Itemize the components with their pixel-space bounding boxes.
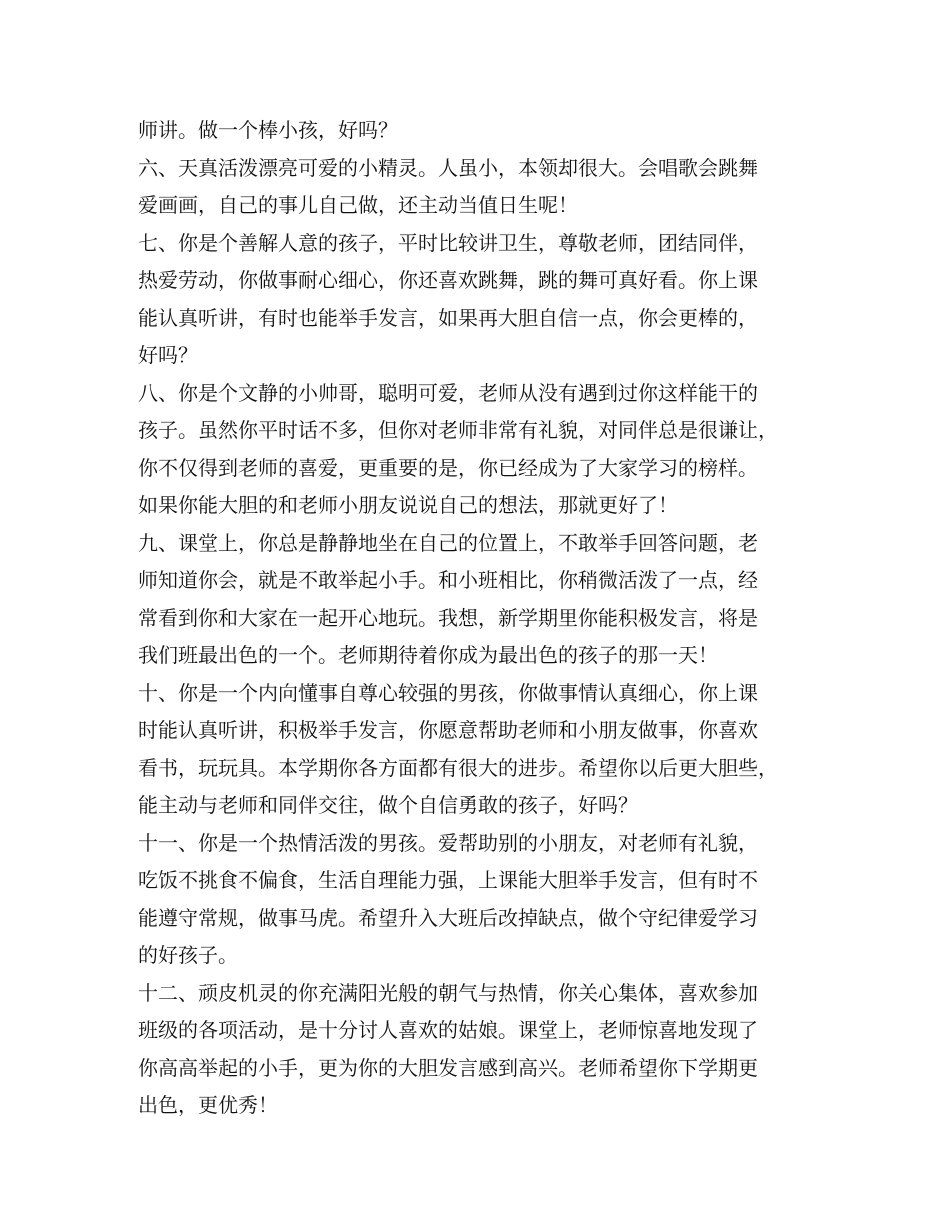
text-line: 七、你是个善解人意的孩子，平时比较讲卫生，尊敬老师，团结同伴， [138,230,758,255]
text-line: 时能认真听讲，积极举手发言，你愿意帮助老师和小朋友做事，你喜欢 [138,718,758,742]
paragraph-7 [138,225,828,375]
text-line: 八、你是个文静的小帅哥，聪明可爱，老师从没有遇到过你这样能干的 [138,380,758,405]
text-line: 六、天真活泼漂亮可爱的小精灵。人虽小，本领却很大。会唱歌会跳舞 [138,155,758,180]
text-line: 热爱劳动，你做事耐心细心，你还喜欢跳舞，跳的舞可真好看。你上课 [138,268,758,292]
paragraph-8 [138,375,828,525]
paragraph-10 [138,675,828,825]
text-line: 班级的各项活动，是十分讨人喜欢的姑娘。课堂上，老师惊喜地发现了 [138,1018,758,1042]
paragraph-6 [138,150,828,225]
text-line: 你不仅得到老师的喜爱，更重要的是，你已经成为了大家学习的榜样。 [138,455,758,480]
text-line: 能遵守常规，做事马虎。希望升入大班后改掉缺点，做个守纪律爱学习 [138,905,758,930]
text-line: 师讲。做一个棒小孩，好吗？ [138,118,398,142]
paragraph-11 [138,825,828,975]
paragraph-continuation [138,112,828,150]
text-line: 吃饭不挑食不偏食，生活自理能力强，上课能大胆举手发言，但有时不 [138,868,758,892]
text-line: 能认真听讲，有时也能举手发言，如果再大胆自信一点，你会更棒的， [138,305,758,330]
text-line: 好吗？ [138,343,198,367]
paragraph-12 [138,975,828,1125]
text-line: 我们班最出色的一个。老师期待着你成为最出色的孩子的那一天！ [138,643,718,667]
text-line: 九、课堂上，你总是静静地坐在自己的位置上，不敢举手回答问题，老 [138,530,758,555]
text-line: 爱画画，自己的事儿自己做，还主动当值日生呢！ [138,193,578,217]
text-line: 十、你是一个内向懂事自尊心较强的男孩，你做事情认真细心，你上课 [138,680,758,705]
paragraph-9 [138,525,828,675]
text-line: 出色，更优秀！ [138,1093,278,1117]
text-line: 常看到你和大家在一起开心地玩。我想，新学期里你能积极发言，将是 [138,605,758,630]
text-line: 能主动与老师和同伴交往，做个自信勇敢的孩子，好吗？ [138,793,638,817]
text-line: 你高高举起的小手，更为你的大胆发言感到高兴。老师希望你下学期更 [138,1055,758,1080]
text-line: 十一、你是一个热情活泼的男孩。爱帮助别的小朋友，对老师有礼貌， [138,830,758,855]
text-line: 师知道你会，就是不敢举起小手。和小班相比，你稍微活泼了一点，经 [138,568,758,592]
text-line: 如果你能大胆的和老师小朋友说说自己的想法，那就更好了！ [138,493,678,517]
document-body [138,112,828,1125]
text-line: 的好孩子。 [138,943,238,967]
text-line: 十二、顽皮机灵的你充满阳光般的朝气与热情，你关心集体，喜欢参加 [138,980,758,1005]
text-line: 看书，玩玩具。本学期你各方面都有很大的进步。希望你以后更大胆些， [138,755,778,780]
text-line: 孩子。虽然你平时话不多，但你对老师非常有礼貌，对同伴总是很谦让， [138,418,778,442]
